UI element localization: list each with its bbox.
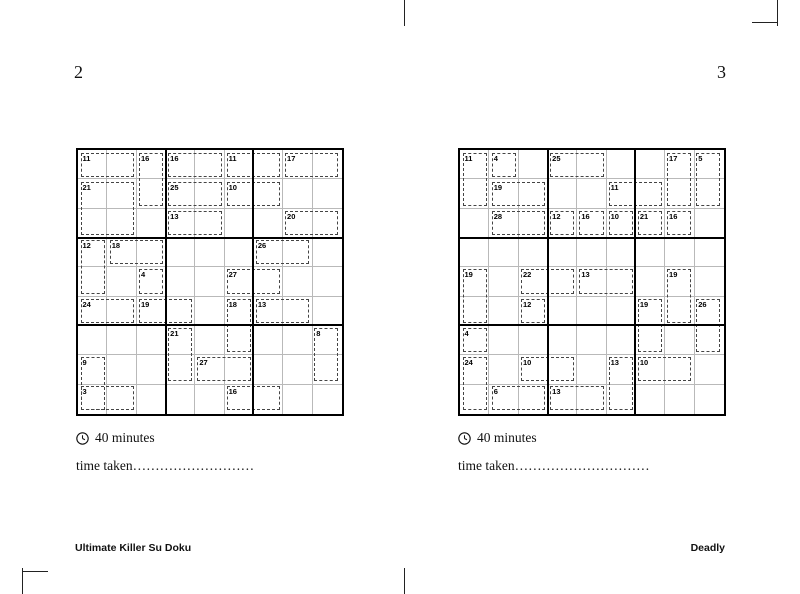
time-limit-label-left: 40 minutes bbox=[95, 430, 155, 445]
grid-cell[interactable] bbox=[283, 238, 312, 267]
grid-cell[interactable] bbox=[107, 267, 136, 296]
grid-cell[interactable] bbox=[254, 150, 283, 179]
grid-cell[interactable] bbox=[695, 355, 724, 384]
box-divider-vertical bbox=[252, 150, 254, 414]
grid-cell[interactable] bbox=[665, 385, 694, 414]
time-taken-left: time taken……………………… bbox=[76, 458, 255, 473]
clock-icon bbox=[76, 432, 89, 445]
grid-cell[interactable] bbox=[166, 355, 195, 384]
grid-cell[interactable] bbox=[78, 267, 107, 296]
grid-cell[interactable] bbox=[607, 326, 636, 355]
grid-cell[interactable] bbox=[107, 179, 136, 208]
grid-cell[interactable] bbox=[460, 179, 489, 208]
cage-sum-label: 13 bbox=[610, 358, 619, 368]
cage-sum-label: 16 bbox=[228, 387, 237, 397]
cage-sum-label: 20 bbox=[287, 211, 296, 221]
clock-icon bbox=[458, 432, 471, 445]
grid-cell[interactable] bbox=[519, 209, 548, 238]
grid-cell[interactable] bbox=[636, 238, 665, 267]
cage-sum-label: 17 bbox=[287, 153, 296, 163]
box-divider-horizontal bbox=[460, 237, 724, 239]
grid-cell[interactable] bbox=[195, 297, 224, 326]
puzzle-right bbox=[458, 148, 726, 473]
grid-cell[interactable] bbox=[195, 385, 224, 414]
cage-sum-label: 22 bbox=[522, 270, 532, 280]
cage-sum-label: 11 bbox=[610, 182, 619, 192]
grid-cell[interactable] bbox=[460, 385, 489, 414]
grid-cell[interactable] bbox=[107, 326, 136, 355]
cage-sum-label: 10 bbox=[228, 182, 237, 192]
crop-mark-bottom-left-v bbox=[22, 568, 23, 594]
cage-sum-label: 4 bbox=[464, 328, 469, 338]
grid-cell[interactable] bbox=[254, 385, 283, 414]
grid-cell[interactable] bbox=[577, 297, 606, 326]
grid-cell[interactable] bbox=[577, 150, 606, 179]
grid-cell[interactable] bbox=[695, 209, 724, 238]
cage-sum-label: 9 bbox=[82, 358, 87, 368]
cage-sum-label: 11 bbox=[464, 153, 473, 163]
cage-sum-label: 10 bbox=[639, 358, 649, 368]
grid-cell[interactable] bbox=[695, 385, 724, 414]
grid-cell[interactable] bbox=[107, 297, 136, 326]
cage-sum-label: 8 bbox=[316, 328, 321, 338]
grid-cell[interactable] bbox=[254, 179, 283, 208]
grid-cell[interactable] bbox=[665, 238, 694, 267]
grid-cell[interactable] bbox=[548, 179, 577, 208]
grid-cell[interactable] bbox=[283, 297, 312, 326]
grid-cell[interactable] bbox=[195, 267, 224, 296]
grid-cell[interactable] bbox=[195, 179, 224, 208]
cage-sum-label: 3 bbox=[82, 387, 87, 397]
cage-sum-label: 27 bbox=[199, 358, 208, 368]
grid-cell[interactable] bbox=[195, 326, 224, 355]
time-taken-right: time taken………………………… bbox=[458, 458, 650, 473]
grid-cell[interactable] bbox=[283, 385, 312, 414]
crop-mark-top-left bbox=[404, 0, 405, 26]
grid-cell[interactable] bbox=[548, 267, 577, 296]
grid-cell[interactable] bbox=[107, 209, 136, 238]
grid-cell[interactable] bbox=[519, 150, 548, 179]
grid-cell[interactable] bbox=[313, 267, 342, 296]
cage-sum-label: 19 bbox=[669, 270, 678, 280]
grid-cell[interactable] bbox=[636, 179, 665, 208]
grid-cell[interactable] bbox=[254, 355, 283, 384]
grid-cell[interactable] bbox=[489, 238, 518, 267]
cage-sum-label: 13 bbox=[170, 211, 179, 221]
grid-cells-left bbox=[78, 150, 342, 414]
grid-cell[interactable] bbox=[636, 385, 665, 414]
box-divider-horizontal bbox=[78, 324, 342, 326]
grid-cell[interactable] bbox=[519, 179, 548, 208]
footer-difficulty: Deadly bbox=[690, 542, 725, 554]
grid-cell[interactable] bbox=[225, 238, 254, 267]
cage-sum-label: 19 bbox=[140, 299, 150, 309]
grid-cell[interactable] bbox=[695, 179, 724, 208]
cage-sum-label: 25 bbox=[552, 153, 561, 163]
grid-cell[interactable] bbox=[665, 326, 694, 355]
grid-cell[interactable] bbox=[195, 238, 224, 267]
grid-cell[interactable] bbox=[519, 238, 548, 267]
grid-cell[interactable] bbox=[225, 355, 254, 384]
grid-cell[interactable] bbox=[548, 297, 577, 326]
grid-cell[interactable] bbox=[607, 238, 636, 267]
grid-cell[interactable] bbox=[166, 267, 195, 296]
grid-cell[interactable] bbox=[78, 326, 107, 355]
grid-cell[interactable] bbox=[195, 209, 224, 238]
box-divider-horizontal bbox=[78, 237, 342, 239]
grid-cell[interactable] bbox=[283, 326, 312, 355]
grid-cell[interactable] bbox=[283, 267, 312, 296]
grid-cell[interactable] bbox=[695, 326, 724, 355]
cage-sum-label: 27 bbox=[228, 270, 237, 280]
grid-cell[interactable] bbox=[607, 267, 636, 296]
crop-mark-top-right-v bbox=[777, 0, 778, 26]
cage-sum-label: 13 bbox=[552, 387, 561, 397]
time-limit-row-left bbox=[76, 430, 155, 446]
grid-cell[interactable] bbox=[548, 326, 577, 355]
grid-cell[interactable] bbox=[225, 326, 254, 355]
cage-sum-label: 13 bbox=[581, 270, 590, 280]
grid-cell[interactable] bbox=[577, 238, 606, 267]
grid-cell[interactable] bbox=[460, 209, 489, 238]
cage-sum-label: 21 bbox=[82, 182, 91, 192]
grid-cell[interactable] bbox=[254, 267, 283, 296]
grid-cell[interactable] bbox=[107, 385, 136, 414]
grid-cell[interactable] bbox=[548, 238, 577, 267]
grid-cell[interactable] bbox=[636, 267, 665, 296]
grid-cell[interactable] bbox=[283, 179, 312, 208]
grid-cell[interactable] bbox=[607, 150, 636, 179]
cage-sum-label: 21 bbox=[170, 328, 179, 338]
page-number-right: 3 bbox=[717, 62, 726, 82]
cage-sum-label: 5 bbox=[698, 153, 703, 163]
grid-cell[interactable] bbox=[254, 209, 283, 238]
grid-cell[interactable] bbox=[137, 355, 166, 384]
grid-cell[interactable] bbox=[489, 267, 518, 296]
grid-cell[interactable] bbox=[313, 355, 342, 384]
grid-cell[interactable] bbox=[519, 326, 548, 355]
grid-cell[interactable] bbox=[166, 297, 195, 326]
grid-cell[interactable] bbox=[489, 326, 518, 355]
grid-cell[interactable] bbox=[313, 297, 342, 326]
grid-cell[interactable] bbox=[665, 179, 694, 208]
cage-sum-label: 18 bbox=[111, 241, 121, 251]
grid-cell[interactable] bbox=[137, 326, 166, 355]
cage-sum-label: 12 bbox=[552, 211, 561, 221]
cage-sum-label: 16 bbox=[669, 211, 678, 221]
time-limit-label-right: 40 minutes bbox=[477, 430, 537, 445]
grid-cell[interactable] bbox=[636, 326, 665, 355]
sudoku-grid-right[interactable] bbox=[458, 148, 726, 416]
cage-sum-label: 28 bbox=[493, 211, 503, 221]
crop-mark-bottom-left-h bbox=[22, 571, 48, 572]
time-limit-row-right bbox=[458, 430, 537, 446]
cage-sum-label: 19 bbox=[639, 299, 649, 309]
grid-cell[interactable] bbox=[665, 297, 694, 326]
grid-cell[interactable] bbox=[548, 355, 577, 384]
cage-sum-label: 12 bbox=[522, 299, 532, 309]
cage-sum-label: 13 bbox=[257, 299, 267, 309]
cage-sum-label: 18 bbox=[228, 299, 237, 309]
grid-cell[interactable] bbox=[695, 267, 724, 296]
grid-cell[interactable] bbox=[577, 355, 606, 384]
sudoku-grid-left[interactable] bbox=[76, 148, 344, 416]
box-divider-horizontal bbox=[460, 324, 724, 326]
grid-cell[interactable] bbox=[254, 326, 283, 355]
box-divider-vertical bbox=[547, 150, 549, 414]
cage-sum-label: 16 bbox=[581, 211, 590, 221]
cage-sum-label: 16 bbox=[170, 153, 179, 163]
cage-sum-label: 11 bbox=[82, 153, 91, 163]
grid-cell[interactable] bbox=[225, 209, 254, 238]
grid-cell[interactable] bbox=[313, 385, 342, 414]
grid-cell[interactable] bbox=[489, 297, 518, 326]
cage-sum-label: 25 bbox=[170, 182, 179, 192]
cage-sum-label: 19 bbox=[493, 182, 503, 192]
cage-sum-label: 19 bbox=[464, 270, 473, 280]
box-divider-vertical bbox=[634, 150, 636, 414]
grid-cell[interactable] bbox=[107, 355, 136, 384]
cage-sum-label: 4 bbox=[140, 270, 146, 280]
grid-cell[interactable] bbox=[519, 385, 548, 414]
cage-sum-label: 24 bbox=[82, 299, 91, 309]
cage-sum-label: 21 bbox=[639, 211, 649, 221]
grid-cell[interactable] bbox=[137, 238, 166, 267]
grid-cell[interactable] bbox=[636, 150, 665, 179]
grid-cell[interactable] bbox=[283, 355, 312, 384]
crop-mark-top-right bbox=[752, 22, 778, 23]
grid-cell[interactable] bbox=[107, 150, 136, 179]
cage-sum-label: 26 bbox=[257, 241, 267, 251]
grid-cell[interactable] bbox=[195, 150, 224, 179]
cage-sum-label: 11 bbox=[228, 153, 237, 163]
box-divider-vertical bbox=[165, 150, 167, 414]
grid-cell[interactable] bbox=[577, 179, 606, 208]
grid-cell[interactable] bbox=[313, 238, 342, 267]
cage-sum-label: 12 bbox=[82, 241, 91, 251]
puzzle-left bbox=[76, 148, 344, 473]
cage-sum-label: 10 bbox=[610, 211, 619, 221]
grid-cell[interactable] bbox=[460, 238, 489, 267]
grid-cell[interactable] bbox=[607, 297, 636, 326]
grid-cell[interactable] bbox=[137, 179, 166, 208]
cage-sum-label: 17 bbox=[669, 153, 678, 163]
grid-cell[interactable] bbox=[166, 238, 195, 267]
page-number-left: 2 bbox=[74, 62, 83, 82]
grid-cell[interactable] bbox=[607, 385, 636, 414]
grid-cell[interactable] bbox=[313, 179, 342, 208]
cage-sum-label: 24 bbox=[464, 358, 473, 368]
grid-cell[interactable] bbox=[577, 385, 606, 414]
grid-cell[interactable] bbox=[137, 209, 166, 238]
grid-cell[interactable] bbox=[489, 355, 518, 384]
cage-sum-label: 4 bbox=[493, 153, 498, 163]
cage-sum-label: 10 bbox=[522, 358, 532, 368]
grid-cell[interactable] bbox=[137, 385, 166, 414]
cage-sum-label: 6 bbox=[493, 387, 498, 397]
grid-cell[interactable] bbox=[665, 355, 694, 384]
cage-sum-label: 16 bbox=[140, 153, 150, 163]
cage-sum-label: 26 bbox=[698, 299, 707, 309]
grid-cell[interactable] bbox=[166, 385, 195, 414]
grid-cell[interactable] bbox=[78, 209, 107, 238]
footer-book-title: Ultimate Killer Su Doku bbox=[75, 542, 192, 554]
grid-cell[interactable] bbox=[313, 209, 342, 238]
grid-cell[interactable] bbox=[313, 150, 342, 179]
grid-cell[interactable] bbox=[460, 297, 489, 326]
grid-cell[interactable] bbox=[695, 238, 724, 267]
crop-mark-bottom-left bbox=[404, 568, 405, 594]
grid-cell[interactable] bbox=[577, 326, 606, 355]
